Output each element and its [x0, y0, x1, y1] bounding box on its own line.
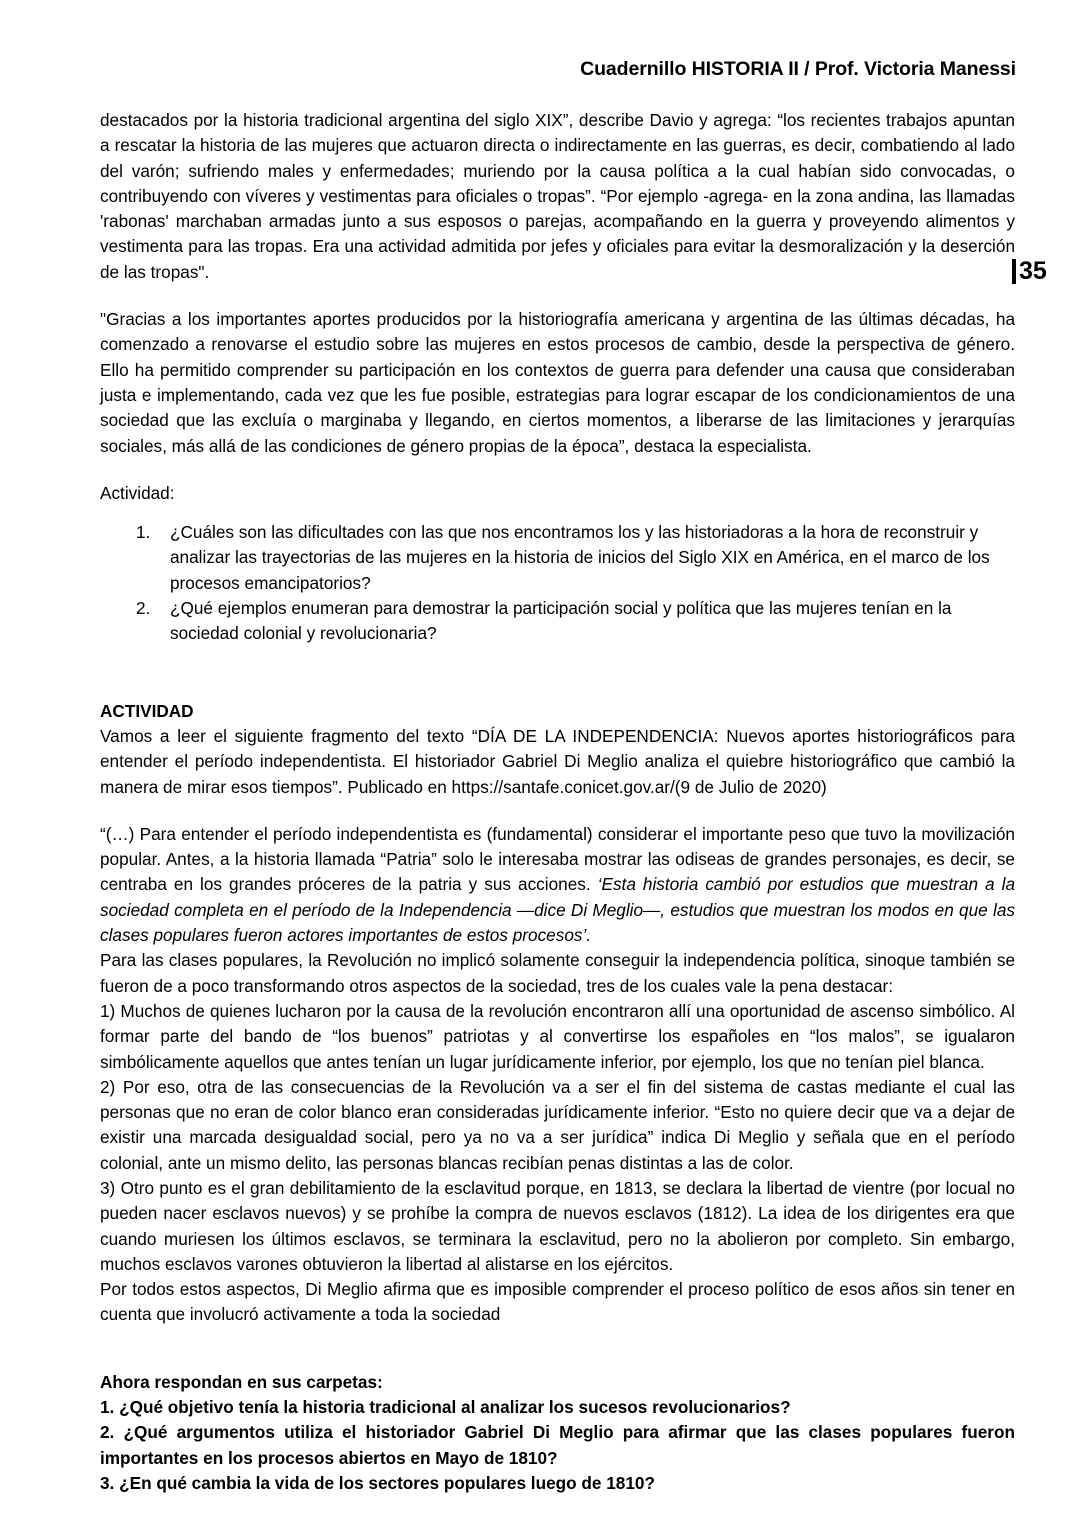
actividad-heading: ACTIVIDAD: [100, 700, 194, 721]
spacer: [100, 647, 1015, 699]
document-body: [100, 108, 1015, 1496]
activity-question-list: [100, 520, 1015, 646]
quote-plain-text: “(…) Para entender el período independentista es (fundamental) considerar el importante peso que tuvo la movilización popular. Antes, a la historia llamada “Patria” solo le interesaba mostrar las odiseas de grandes personajes, es decir, se centraba en los grandes próceres de la patria y sus acciones.: [100, 823, 1015, 895]
paragraph-point-1: 1) Muchos de quienes lucharon por la causa de la revolución encontraron allí una oportunidad de ascenso simbólico. Al formar parte del bando de “los buenos” patriotas y al convertirse los españoles en “los malos”, se igualaron simbólicamente aquellos que antes tenían un lugar jurídicamente inferior, por ejemplo, los que no tenían piel blanca.: [100, 1000, 1015, 1072]
respondan-heading: Ahora respondan en sus carpetas:: [100, 1371, 383, 1392]
actividad-intro: Vamos a leer el siguiente fragmento del texto “DÍA DE LA INDEPENDENCIA: Nuevos aportes historiográficos para entender el período independentista. El historiador Gabriel Di Meglio analiza el quiebre historiográfico que cambió la manera de mirar esos tiempos”. Publicado en https://santafe.conicet.gov.ar/(9 de Julio de 2020): [100, 725, 1015, 797]
quote-block: [100, 822, 1015, 1328]
spacer: [100, 285, 1015, 307]
paragraph-point-3: 3) Otro punto es el gran debilitamiento de la esclavitud porque, en 1813, se declara la libertad de vientre (por locual no pueden nacer esclavos nuevos) y se prohíbe la compra de nuevos esclavos (1812). La idea de los dirigentes era que cuando muriesen los últimos esclavos, se terminara la esclavitud, pero no la abolieron por completo. Sin embargo, muchos esclavos varones obtuvieron la libertad al alistarse en los ejércitos.: [100, 1177, 1015, 1274]
spacer: [100, 1328, 1015, 1370]
header-title: Cuadernillo HISTORIA II / Prof. Victoria Manessi: [580, 58, 1016, 80]
paragraph-gracias: "Gracias a los importantes aportes producidos por la historiografía americana y argentina de las últimas décadas, ha comenzado a renovarse el estudio sobre las mujeres en estos procesos de cambio, desde la perspectiva de género. Ello ha permitido comprender su participación en los contextos de guerra para defender una causa que consideraban justa e implementando, cada vez que les fue posible, estrategias para lograr escapar de los condicionamientos de una sociedad que las excluía o marginaba y llegando, en ciertos momentos, a liberarse de las limitaciones y jerarquías sociales, más allá de las condiciones de género propias de la época”, destaca la especialista.: [100, 309, 1015, 456]
page-number-value: 35: [1019, 257, 1047, 285]
spacer: [100, 459, 1015, 481]
activity-label: Actividad:: [100, 482, 175, 503]
list-item-text: ¿Qué ejemplos enumeran para demostrar la participación social y política que las mujeres tenían en la sociedad colonial y revolucionaria?: [170, 598, 952, 644]
list-item: [100, 520, 1015, 596]
paragraph-clases-populares: Para las clases populares, la Revolución no implicó solamente conseguir la independencia política, sinoque también se fueron de a poco transformando otros aspectos de la sociedad, tres de los cuales vale la pena destacar:: [100, 950, 1015, 996]
final-question-3: 3. ¿En qué cambia la vida de los sectores populares luego de 1810?: [100, 1472, 655, 1493]
paragraph-point-2: 2) Por eso, otra de las consecuencias de la Revolución va a ser el fin del sistema de castas mediante el cual las personas que no eran de color blanco eran consideradas jurídicamente inferior. “Esto no quiere decir que va a dejar de existir una marcada desigualdad social, pero ya no va a ser jurídica” indica Di Meglio y señala que en el período colonial, ante un mismo delito, las personas blancas recibían penas distintas a las de color.: [100, 1076, 1015, 1173]
quote-paragraph: [100, 822, 1015, 948]
page-number-marker: [1012, 259, 1047, 284]
quote-italic-text: ‘Esta historia cambió por estudios que muestran a la sociedad completa en el período de la Independencia —dice Di Meglio—, estudios que muestran los modos en que las clases populares fueron actores importantes de estos procesos’.: [100, 874, 1015, 946]
paragraph-destacados: destacados por la historia tradicional argentina del siglo XIX”, describe Davio y agrega: “los recientes trabajos apuntan a rescatar la historia de las mujeres que actuaron directa o indirectamente en las guerras, es decir, combatiendo al lado del varón; sufriendo males y enfermedades; muriendo por la causa política a la cual habían sido convocadas, o contribuyendo con víveres y vestimentas para oficiales o tropas”. “Por ejemplo -agrega- en la zona andina, las llamadas 'rabonas' marchaban armadas junto a sus esposos o parejas, acompañando en la guerra y proveyendo alimentos y vestimenta para las tropas. Era una actividad admitida por jefes y oficiales para evitar la desmoralización y la deserción de las tropas".: [100, 110, 1015, 282]
spacer: [100, 800, 1015, 822]
spacer: [100, 506, 1015, 520]
page-header: [100, 58, 1016, 81]
list-item-text: ¿Cuáles son las dificultades con las que nos encontramos los y las historiadoras a la hora de reconstruir y analizar las trayectorias de las mujeres en la historia de inicios del Siglo XIX en América, en el marco de los procesos emancipatorios?: [170, 522, 990, 593]
final-question-2: 2. ¿Qué argumentos utiliza el historiador Gabriel Di Meglio para afirmar que las clases populares fueron importantes en los procesos abiertos en Mayo de 1810?: [100, 1422, 1015, 1468]
list-item-number: 1.: [136, 522, 151, 543]
paragraph-closing: Por todos estos aspectos, Di Meglio afirma que es imposible comprender el proceso político de esos años sin tener en cuenta que involucró activamente a toda la sociedad: [100, 1279, 1015, 1325]
final-question-1: 1. ¿Qué objetivo tenía la historia tradicional al analizar los sucesos revolucionarios?: [100, 1397, 791, 1418]
list-item: [100, 596, 1015, 647]
final-questions-block: [100, 1370, 1015, 1496]
list-item-number: 2.: [136, 598, 151, 619]
